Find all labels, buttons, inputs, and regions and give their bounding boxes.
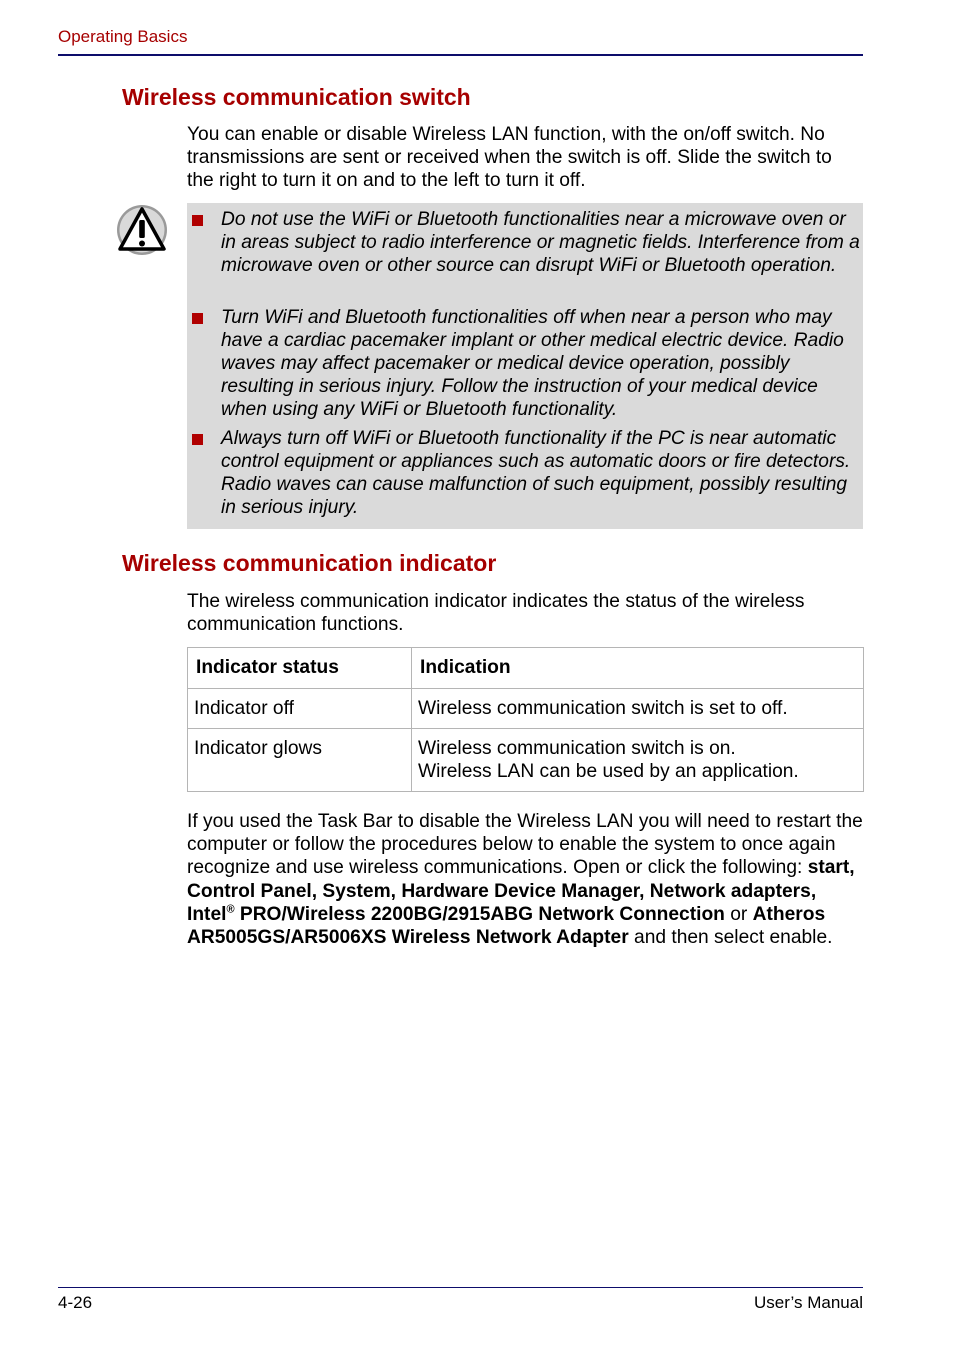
square-bullet-icon — [192, 313, 203, 324]
indicator-table — [187, 647, 864, 792]
caution-box — [187, 203, 863, 529]
header-rule — [58, 54, 863, 56]
square-bullet-icon — [192, 434, 203, 445]
warning-triangle-icon — [116, 204, 168, 256]
registered-mark: ® — [226, 903, 235, 916]
table-cell: Wireless communication switch is set to off. — [412, 689, 864, 729]
table-row — [188, 729, 864, 792]
running-header: Operating Basics — [58, 27, 188, 46]
square-bullet-icon — [192, 215, 203, 226]
footer-rule — [58, 1287, 863, 1288]
menu-path: start, Control Panel, System, Hardware Device Manager, Network adapters, Intel — [187, 857, 855, 925]
table-cell-line: Wireless LAN can be used by an application. — [418, 761, 799, 782]
table-row — [188, 689, 864, 729]
column-header-status: Indicator status — [188, 648, 412, 689]
instructions-text: and then select enable. — [628, 927, 833, 949]
table-cell — [412, 729, 864, 792]
manual-title: User’s Manual — [754, 1293, 863, 1312]
caution-text: Always turn off WiFi or Bluetooth functionality if the PC is near automatic control equipment or appliances such as automatic doors or fire detectors. Radio waves can cause malfunction of such equipment, possibly resulting in serious injury. — [221, 428, 851, 518]
table-cell: Indicator glows — [188, 729, 412, 792]
instructions-text: If you used the Task Bar to disable the Wireless LAN you will need to restart the computer or follow the procedures below to enable the system to once again recognize and use wireless communications. Open or click the following: — [187, 811, 863, 879]
enable-instructions-paragraph — [187, 810, 863, 949]
caution-text: Turn WiFi and Bluetooth functionalities off when near a person who may have a cardiac pacemaker implant or other medical electric device. Radio waves may affect pacemaker or medical device operation, possibly resulting in serious injury. Follow the instruction of your medical device when using any WiFi or Bluetooth functionality. — [221, 307, 844, 420]
table-header-row — [188, 648, 864, 689]
section-heading-indicator: Wireless communication indicator — [122, 550, 497, 576]
table-cell: Indicator off — [188, 689, 412, 729]
switch-paragraph: You can enable or disable Wireless LAN function, with the on/off switch. No transmissions are sent or received when the switch is off. Slide the switch to the right to turn it on and to the left to turn it off. — [187, 124, 832, 192]
caution-text: Do not use the WiFi or Bluetooth functionalities near a microwave oven or in areas subject to radio interference or magnetic fields. Interference from a microwave oven or other source can disrupt WiFi or Bluetooth operation. — [221, 209, 860, 276]
indicator-paragraph: The wireless communication indicator indicates the status of the wireless communication functions. — [187, 591, 805, 636]
instructions-text: or — [724, 903, 753, 925]
table-cell-line: Wireless communication switch is on. — [418, 738, 736, 759]
menu-path: PRO/Wireless 2200BG/2915ABG Network Connection — [234, 903, 725, 925]
page-number: 4-26 — [58, 1293, 93, 1312]
menu-path: Atheros AR5005GS/AR5006XS Wireless Network Adapter — [187, 903, 826, 949]
section-heading-switch: Wireless communication switch — [122, 84, 471, 110]
column-header-indication: Indication — [412, 648, 864, 689]
